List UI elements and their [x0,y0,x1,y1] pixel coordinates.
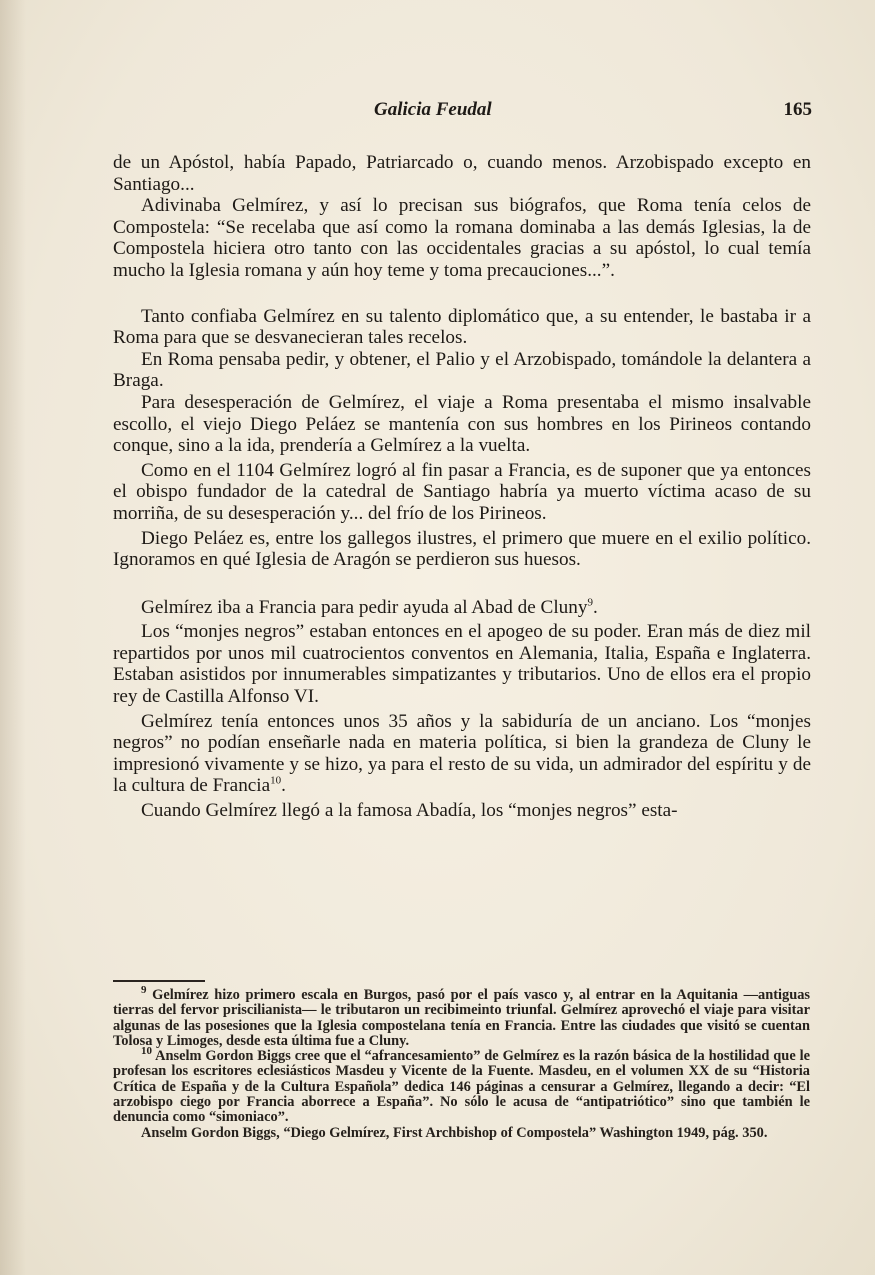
paragraph-8-period: . [592,596,598,618]
paragraph-8 [113,597,811,619]
paragraph-3: Tanto confiaba Gelmírez en su talento diplomático que, a su entender, le bastaba ir a Roma para que se desvanecieran tales recelos. [113,305,811,349]
paragraph-4: En Roma pensaba pedir, y obtener, el Palio y el Arzobispado, tomándole la delantera a Braga. [113,348,811,392]
paragraph-11: Cuando Gelmírez llegó a la famosa Abadía, los “monjes negros” esta- [141,800,678,822]
paragraph-6: Como en el 1104 Gelmírez logró al fin pasar a Francia, es de suponer que ya entonces el obispo fundador de la catedral de Santiago habría ya muerto víctima acaso de su morriña, de su desesperación y... del frío de los Pirineos. [113,459,811,524]
footnote-9-text: Gelmírez hizo primero escala en Burgos, pasó por el país vasco y, al entrar en la Aquitania —antiguas tierras del fervor priscilianista— le tributaron un recibimeinto triunfal. Gelmírez aprovechó el viaje para visitar algunas de las posesiones que la Iglesia compostelana tenía en Francia. Entre las ciudades que visitó se cuentan Tolosa y Limoges, desde esta última fue a Cluny. [113,987,810,1049]
running-head: Galicia Feudal [374,99,492,120]
footnote-9-number: 9 [141,984,147,997]
footnote-10-text: Anselm Gordon Biggs cree que el “afrancesamiento” de Gelmírez es la razón básica de la hostilidad que le profesan los escritores eclesiásticos Masdeu y Vicente de la Fuente. Masdeu, en el volumen XX de su “Historia Crítica de España y de la Cultura Española” dedica 146 páginas a censurar a Gelmírez, llegando a decir: “El arzobispo ciego por Francia aborrece a España”. No sólo le acusa de “antipatriótico” sino que también le denuncia como “simoniaco”. [113,1048,810,1126]
paragraph-9: Los “monjes negros” estaban entonces en el apogeo de su poder. Eran más de diez mil repartidos por unos mil cuatrocientos conventos en Alemania, Italia, España e Inglaterra. Estaban asistidos por innumerables simpatizantes y tributarios. Uno de ellos era el propio rey de Castilla Alfonso VI. [113,621,811,708]
paragraph-5: Para desesperación de Gelmírez, el viaje a Roma presentaba el mismo insalvable escollo, el viejo Diego Peláez se mantenía con sus hombres en los Pirineos contando conque, sino a la ida, prendería a Gelmírez a la vuelta. [113,391,811,457]
footnote-10-number: 10 [141,1045,152,1058]
paragraph-2: Adivinaba Gelmírez, y así lo precisan sus biógrafos, que Roma tenía celos de Compostela: “Se recelaba que así como la romana dominaba a las demás Iglesias, la de Compostela hiciera otro tanto con las occidentales gracias a su apóstol, lo cual temía mucho la Iglesia romana y aún hoy teme y toma precauciones...”. [113,195,811,281]
footnote-9 [113,984,810,1049]
footnote-ref-9: 9 [587,596,593,609]
footnotes [113,984,810,1141]
page-header [112,99,812,127]
footnote-ref-10: 10 [270,775,282,788]
footnote-10-citation: Anselm Gordon Biggs, “Diego Gelmírez, First Archbishop of Compostela” Washington 1949, pág. 350. [141,1124,768,1141]
page-number: 165 [783,99,812,120]
paragraph-10 [113,711,811,797]
paragraph-10-text: Gelmírez tenía entonces unos 35 años y la sabiduría de un anciano. Los “monjes negros” no podían enseñarle nada en materia política, si bien la grandeza de Cluny le impresionó vivamente y se hizo, ya para el resto de su vida, un admirador del espíritu y de la cultura de Francia [113,710,811,797]
paragraph-8-text: Gelmírez iba a Francia para pedir ayuda al Abad de Cluny [141,596,588,618]
footnote-10 [113,1045,810,1126]
gutter-shadow [0,0,26,1275]
paragraph-7: Diego Peláez es, entre los gallegos ilustres, el primero que muere en el exilio político. Ignoramos en qué Iglesia de Aragón se perdieron sus huesos. [113,527,811,571]
paragraph-1: de un Apóstol, había Papado, Patriarcado o, cuando menos. Arzobispado excepto en Santiago... [113,152,811,195]
paragraph-10-period: . [281,775,286,797]
footnote-rule [113,980,205,982]
body-text [113,152,811,822]
